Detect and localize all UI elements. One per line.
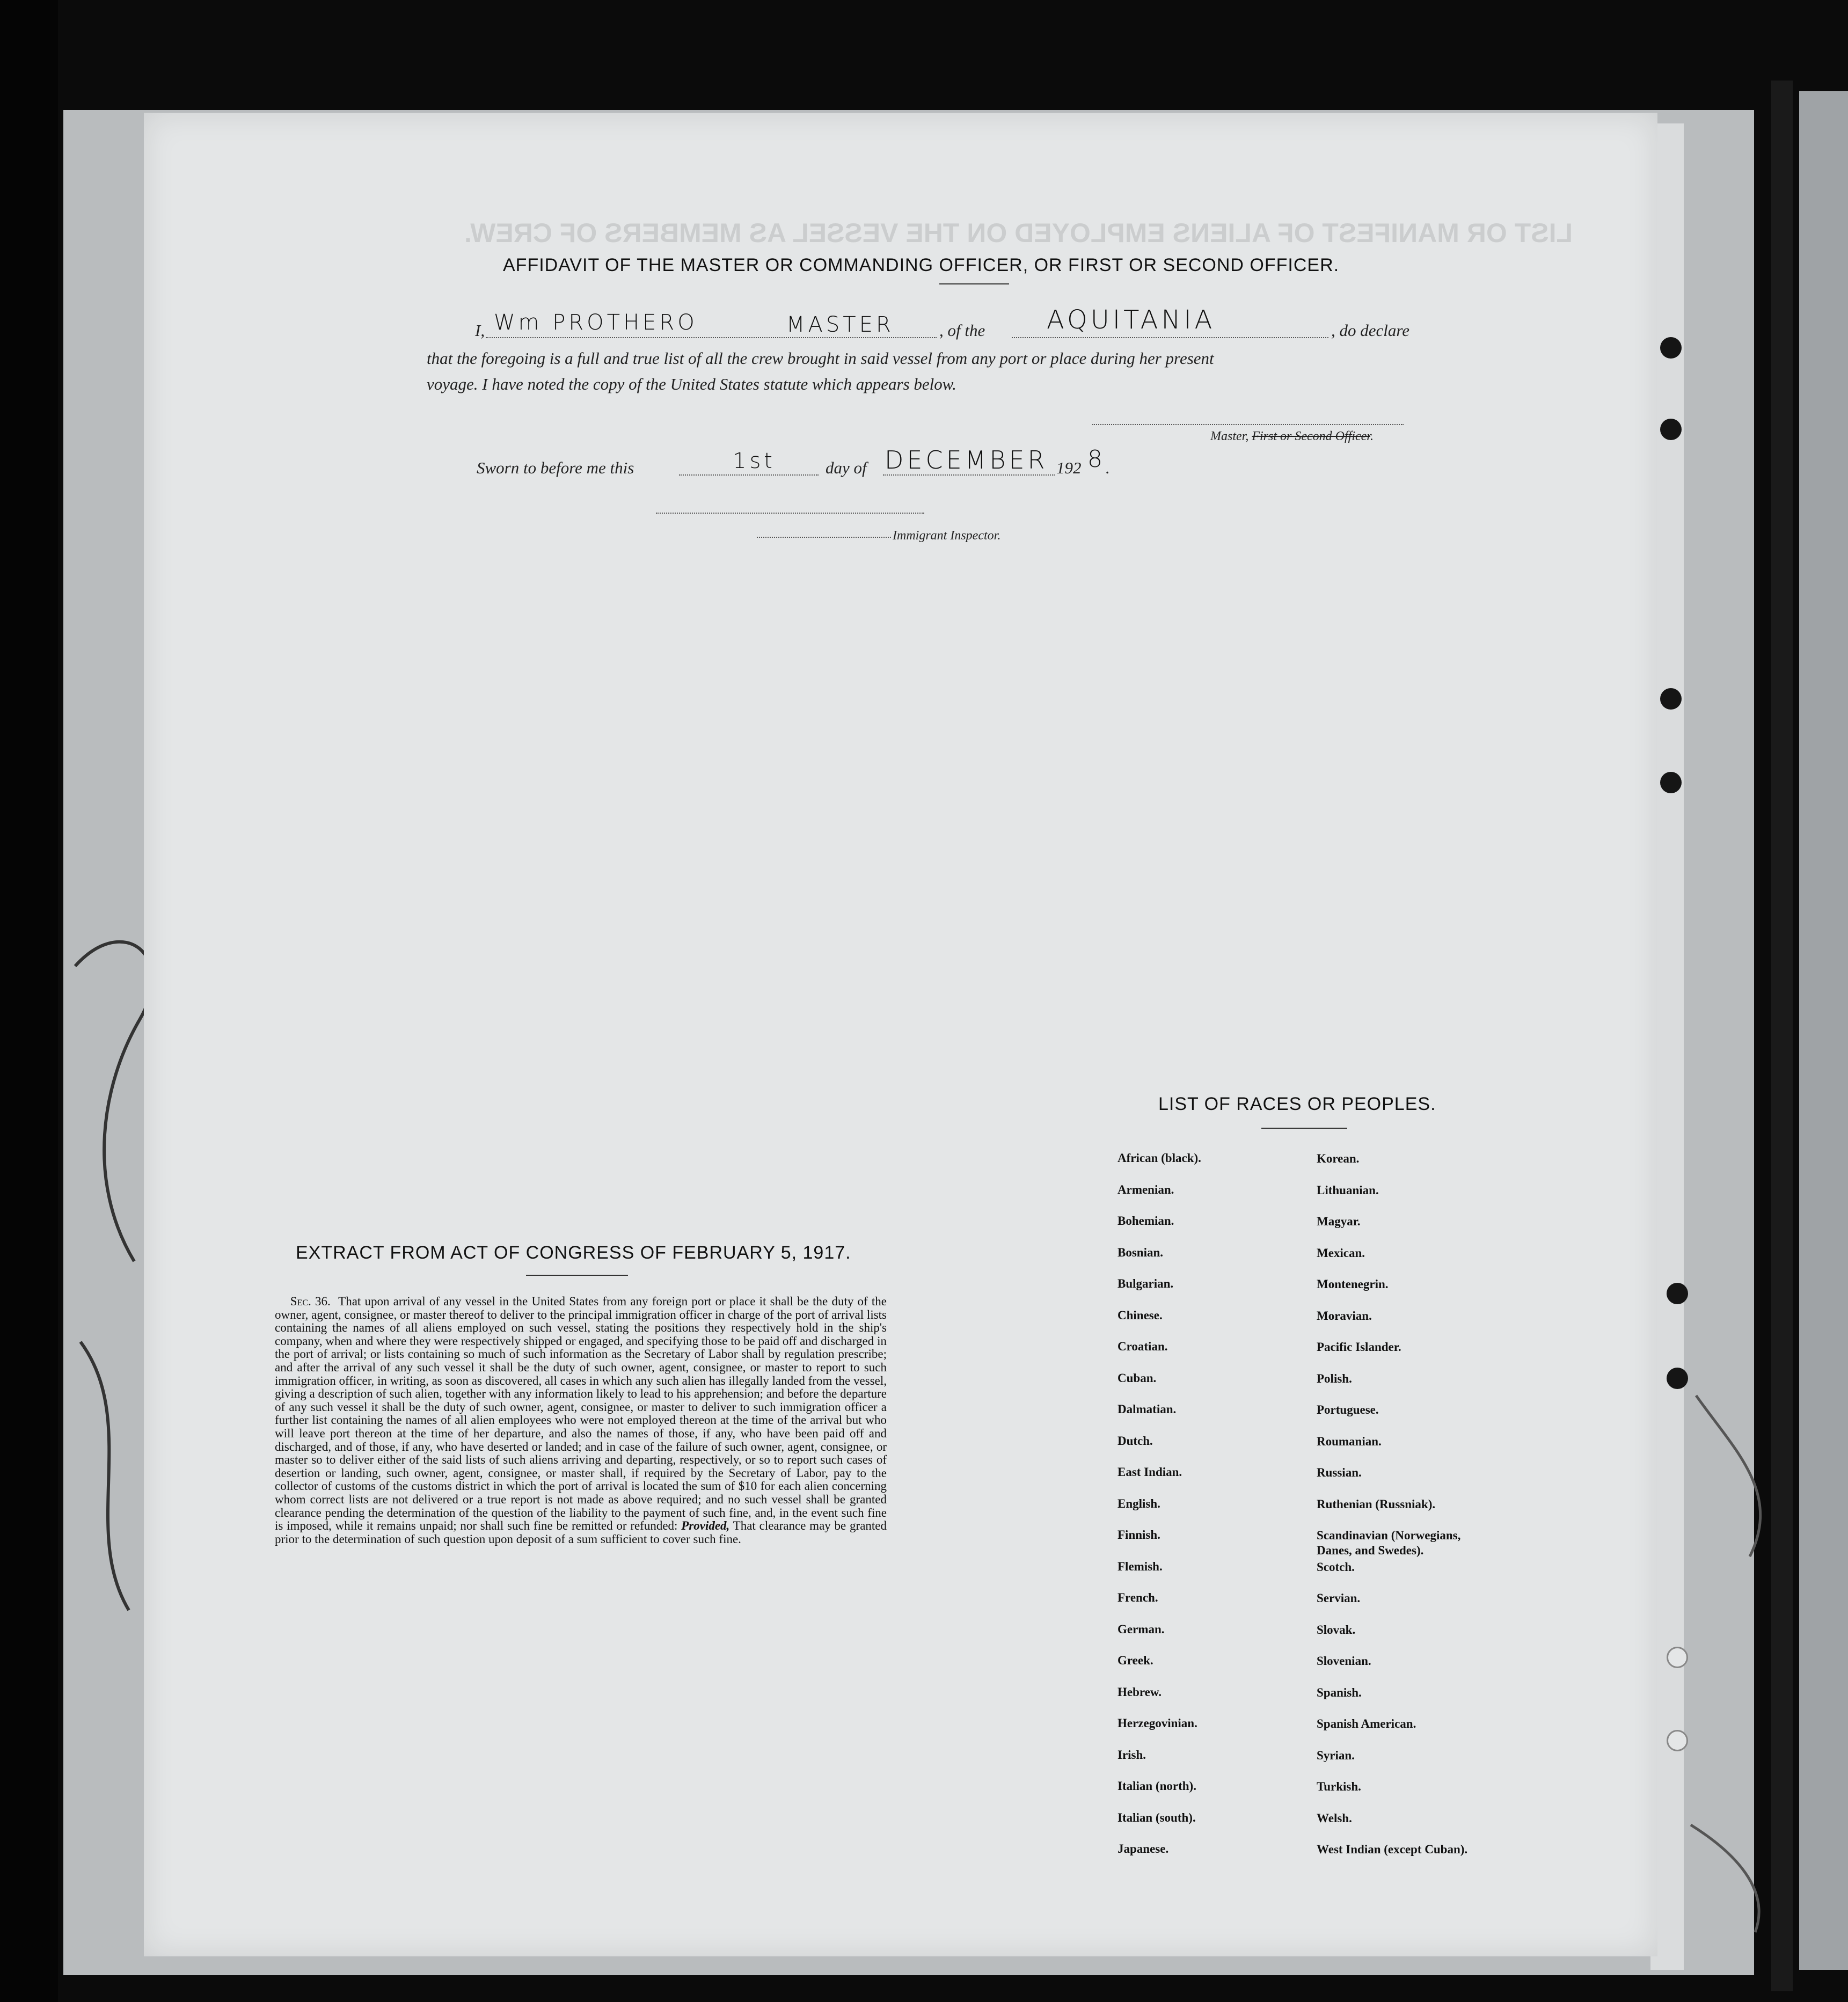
sworn-month-handwritten: DECEMBER: [885, 445, 1048, 474]
affidavit-prefix: I,: [475, 321, 485, 340]
race-item: West Indian (except Cuban).: [1317, 1843, 1468, 1856]
race-item: Irish.: [1117, 1748, 1146, 1762]
punch-hole: [1660, 772, 1682, 793]
race-item: Roumanian.: [1317, 1435, 1382, 1448]
month-line: [883, 474, 1055, 476]
provided-label: Provided,: [681, 1519, 730, 1533]
race-item: Welsh.: [1317, 1811, 1352, 1825]
race-item: Montenegrin.: [1317, 1277, 1389, 1291]
race-item: Armenian.: [1117, 1183, 1174, 1196]
race-item: Russian.: [1317, 1466, 1362, 1479]
do-declare-label: , do declare: [1331, 321, 1410, 340]
extract-heading: EXTRACT FROM ACT OF CONGRESS OF FEBRUARY 5, 1917.: [296, 1243, 851, 1263]
affidavit-heading: AFFIDAVIT OF THE MASTER OR COMMANDING OFFICER, OR FIRST OR SECOND OFFICER.: [503, 255, 1340, 275]
inspector-line-2: [757, 537, 891, 538]
race-item: Portuguese.: [1317, 1403, 1379, 1416]
affidavit-line-2: that the foregoing is a full and true list of all the crew brought in said vessel from any port or place during her present: [427, 349, 1214, 368]
extract-tail: That clearance may be granted prior to the determination of such question upon deposit of a sum sufficient to cover such fine.: [275, 1519, 887, 1546]
race-item: Spanish American.: [1317, 1717, 1416, 1730]
race-item: German.: [1117, 1623, 1165, 1636]
signature-label-struck: First or Second Officer: [1252, 429, 1370, 443]
signature-label-master: Master,: [1210, 429, 1249, 443]
race-item: Finnish.: [1117, 1528, 1160, 1541]
signature-label: [1210, 429, 1374, 444]
race-item: Bohemian.: [1117, 1214, 1174, 1227]
race-item: Polish.: [1317, 1372, 1352, 1385]
race-item: Scandinavian (Norwegians, Danes, and Swedes).: [1317, 1529, 1461, 1557]
race-item: Scotch.: [1317, 1560, 1355, 1574]
name-line: [486, 337, 937, 338]
race-item: African (black).: [1117, 1151, 1201, 1165]
sworn-label: Sworn to before me this: [477, 458, 634, 477]
race-item: Ruthenian (Russniak).: [1317, 1497, 1436, 1511]
year-end: .: [1106, 458, 1110, 477]
extract-rule: [526, 1275, 628, 1276]
punch-hole-empty: [1667, 1730, 1688, 1751]
signature-line: [1092, 424, 1404, 425]
race-item: Dutch.: [1117, 1434, 1153, 1448]
of-the-label: , of the: [939, 321, 985, 340]
races-rule: [1261, 1128, 1347, 1129]
heading-rule: [939, 283, 1009, 284]
race-item: Italian (north).: [1117, 1779, 1196, 1793]
race-item: Italian (south).: [1117, 1811, 1196, 1824]
extract-body: [275, 1295, 887, 1546]
race-item: Spanish.: [1317, 1686, 1362, 1699]
day-of-label: day of: [826, 458, 867, 477]
race-item: Lithuanian.: [1317, 1183, 1379, 1197]
punch-hole: [1660, 419, 1682, 440]
punch-hole: [1667, 1368, 1688, 1389]
race-item: English.: [1117, 1497, 1160, 1510]
punch-hole-empty: [1667, 1647, 1688, 1668]
day-line: [679, 474, 819, 476]
race-item: Chinese.: [1117, 1309, 1163, 1322]
race-item: Magyar.: [1317, 1215, 1361, 1228]
race-item: Pacific Islander.: [1317, 1340, 1401, 1354]
race-item: Bosnian.: [1117, 1246, 1164, 1259]
section-label: Sec. 36.: [290, 1295, 331, 1308]
race-item: Servian.: [1317, 1591, 1361, 1605]
race-item: Cuban.: [1117, 1371, 1157, 1385]
race-item: Moravian.: [1317, 1309, 1372, 1323]
punch-hole: [1667, 1283, 1688, 1304]
race-item: Slovak.: [1317, 1623, 1356, 1636]
vessel-line: [1012, 337, 1328, 338]
race-item: Flemish.: [1117, 1560, 1163, 1573]
race-item: Korean.: [1317, 1152, 1360, 1165]
year-prefix: 192: [1056, 458, 1082, 477]
vessel-name-handwritten: AQUITANIA: [1047, 305, 1216, 335]
punch-hole: [1660, 337, 1682, 359]
race-item: Dalmatian.: [1117, 1402, 1177, 1416]
race-item: Mexican.: [1317, 1246, 1365, 1260]
extract-text: That upon arrival of any vessel in the United States from any foreign port or place it shall be the duty of the owner, agent, consignee, or master thereof to deliver to the principal immigration officer in charge of the port of arrival lists containing the names of all aliens employed on such vessel, stating the positions they respectively hold in the ship's company, when and where they were respectively shipped or engaged, and specifying those to be paid off and discharged in the port of arrival; or lists containing so much of such information as the Secretary of Labor shall by regulation prescribe; and after the arrival of any such vessel it shall be the duty of such owner, agent, consignee, or master to report to such immigration officer, in writing, as soon as discovered, all cases in which any such alien has illegally landed from the vessel, giving a description of such alien, together with any information likely to lead to his apprehension; and before the departure of any such vessel it shall be the duty of such owner, agent, consignee, or master to deliver to such immigration officer a further list containing the names of all alien employees who were not employed thereon at the time of the arrival but who will leave port thereon at the time of her departure, and also the names of those, if any, who have been paid off and discharged, and of those, if any, who have deserted or landed; and in case of the failure of such owner, agent, consignee, or master so to deliver either of the said lists of such aliens arriving and departing, respectively, or so to report such cases of desertion or landing, such owner, agent, consignee, or master shall, if required by the Secretary of Labor, pay to the collector of customs of the customs district in which the port of arrival is located the sum of $10 for each alien concerning whom correct lists are not delivered or a true report is not made as above required; and no such vessel shall be granted clearance pending the determination of the question of the liability to the payment of such fine, and, in the event such fine is imposed, while it remains unpaid; nor shall such fine be remitted or refunded:: [275, 1295, 887, 1533]
race-item: Herzegovinian.: [1117, 1716, 1197, 1730]
sworn-day-handwritten: 1st: [733, 449, 776, 473]
race-item: Slovenian.: [1317, 1654, 1371, 1668]
race-item: Bulgarian.: [1117, 1277, 1174, 1290]
race-item: Croatian.: [1117, 1340, 1168, 1353]
race-item: Greek.: [1117, 1654, 1153, 1667]
race-item: Turkish.: [1317, 1780, 1361, 1793]
affidavit-line-3: voyage. I have noted the copy of the United States statute which appears below.: [427, 375, 956, 393]
master-name-handwritten: Wm PROTHERO: [494, 310, 698, 335]
race-item: Hebrew.: [1117, 1685, 1162, 1699]
race-item: French.: [1117, 1591, 1158, 1604]
bleed-through-text: LIST OR MANIFEST OF ALIENS EMPLOYED ON THE VESSEL AS MEMBERS OF CREW.: [464, 218, 1573, 248]
punch-hole: [1660, 688, 1682, 710]
race-item: East Indian.: [1117, 1465, 1182, 1479]
inspector-label: Immigrant Inspector.: [893, 529, 1001, 543]
inspector-line-1: [656, 513, 924, 514]
races-heading: LIST OF RACES OR PEOPLES.: [1158, 1094, 1436, 1114]
race-item: Japanese.: [1117, 1842, 1169, 1855]
race-item: Syrian.: [1317, 1749, 1355, 1762]
signature-label-end: .: [1370, 429, 1374, 443]
year-suffix-handwritten: 8: [1087, 445, 1106, 473]
rank-handwritten: MASTER: [786, 312, 894, 337]
